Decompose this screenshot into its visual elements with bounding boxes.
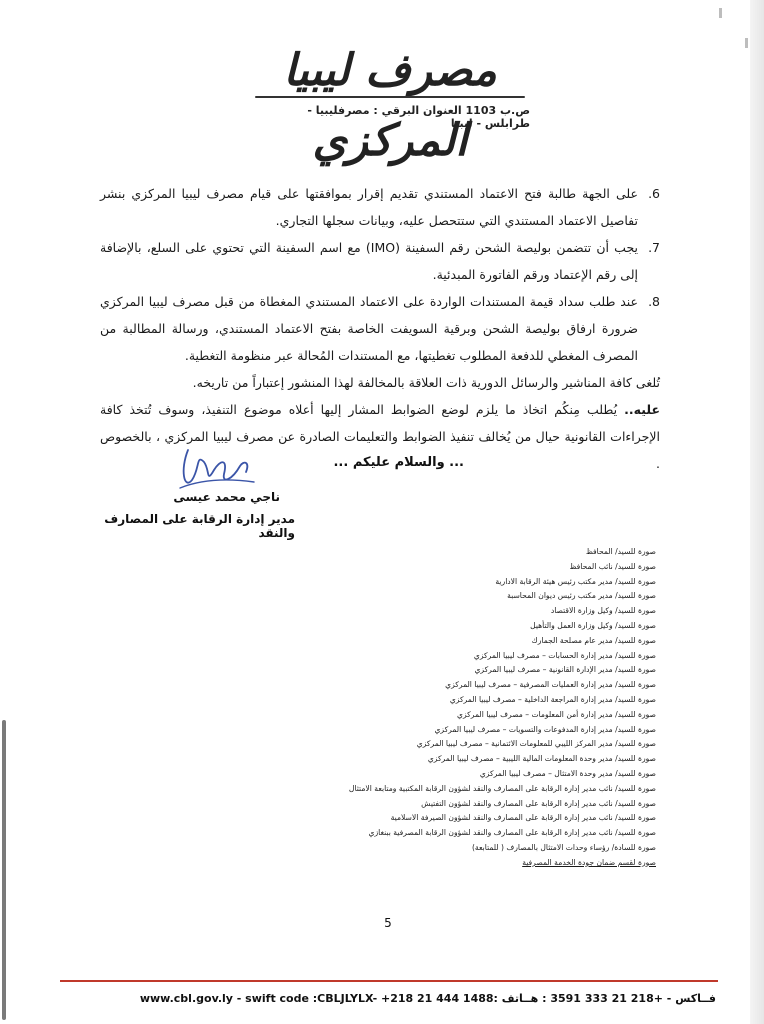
cc-item: صورة للسيد/ نائب مدير إدارة الرقابة على المصارف والنقد لشؤون الرقابة المكتبية ومتابعة الامتثال [348, 783, 656, 793]
signer-name: ناجي محمد عيسى [173, 490, 280, 504]
cc-item: صورة للسيد/ وكيل وزارة الاقتصاد [550, 606, 656, 616]
cc-item: صورة للسيد/ مدير وحدة المعلومات المالية الليبية – مصرف ليبيا المركزي [427, 754, 656, 764]
edge-mark [719, 8, 722, 18]
item-text: عند طلب سداد قيمة المستندات الواردة على الاعتماد المستندي المغطاة من قبل مصرف ليبيا المركزي ضرورة ارفاق بوليصة الشحن وبرقية السويفت الخاصة بفتح الاعتماد المستندي، ورسالة المطالبة من المصرف المغطي للدفعة المطلوب تغطيتها، مع المستندات المُحالة عبر منظومة التغطية. [100, 294, 638, 363]
list-item [100, 234, 660, 288]
conclusion-lead: عليه.. [624, 402, 660, 417]
cc-item: صورة للسيد/ نائب مدير إدارة الرقابة على المصارف والنقد لشؤون الصيرفة الاسلامية [390, 813, 656, 823]
cc-item: صورة للسيد/ مدير مكتب رئيس هيئة الرقابة الادارية [495, 576, 656, 586]
page-edge [750, 0, 764, 1024]
cc-item: صورة للسيد/ مدير المركز الليبي للمعلومات الائتمانية – مصرف ليبيا المركزي [416, 739, 656, 749]
cc-item: صورة للسيد/ مدير إدارة العمليات المصرفية – مصرف ليبيا المركزي [445, 680, 656, 690]
edge-mark [745, 38, 748, 48]
cc-item: صورة للسادة/ رؤساء وحدات الامتثال بالمصارف ( للمتابعة) [471, 842, 656, 852]
item-number: 8. [648, 294, 660, 309]
cc-item: صورة للسيد/ مدير إدارة أمن المعلومات – مصرف ليبيا المركزي [457, 709, 656, 719]
cc-item: صورة للسيد/ نائب مدير إدارة الرقابة على المصارف والنقد لشؤون الرقابة المصرفية ببنغازي [368, 828, 656, 838]
cc-item: صورة للسيد/ مدير إدارة الحسابات – مصرف ليبيا المركزي [473, 650, 656, 660]
cc-item: صورة للسيد/ المحافظ [585, 547, 656, 556]
item-number: 7. [648, 240, 660, 255]
footer-divider [60, 980, 718, 982]
cc-item: صورة للسيد/ مدير عام مصلحة الجمارك [531, 635, 656, 645]
bank-address: ص.ب 1103 العنوان البرقي : مصرفليبيا - طرابلس - ليبيا [307, 104, 530, 130]
cc-item: صورة للسيد/ نائب مدير إدارة الرقابة على المصارف والنقد لشؤون التفتيش [421, 798, 656, 808]
list-item [100, 180, 660, 234]
list-item [100, 288, 660, 369]
cc-item: صورة للسيد/ وكيل وزارة العمل والتأهيل [530, 620, 656, 630]
item-text: يجب أن تتضمن بوليصة الشحن رقم السفينة (IMO) مع اسم السفينة التي تحتوي على السلع، بالإضافة إلى رقم الإعتماد ورقم الفاتورة المبدئية. [100, 240, 638, 282]
logo-underline [255, 96, 525, 98]
signer-title: مدير إدارة الرقابة على المصارف والنقد [104, 512, 295, 540]
closing-greeting: ... والسلام عليكم ... [333, 455, 464, 470]
cc-list [326, 545, 656, 871]
conclusion-text: يُطلب مِنكُم اتخاذ ما يلزم لوضع الضوابط المشار إليها أعلاه موضوع التنفيذ، وسوف تُتخذ كافة الإجراءات القانونية حيال من يُخالف تنفيذ الضوابط والتعليمات الصادرة عن مصرف ليبيا المركزي ، بالخصوص . [100, 402, 660, 471]
bank-logo: مصرف ليبيا المركزي [283, 45, 497, 166]
item-text: على الجهة طالبة فتح الاعتماد المستندي تقديم إقرار بموافقتها على قيام مصرف ليبيا المركزي بنشر تفاصيل الاعتماد المستندي التي ستتحصل عليه، وبيانات سجلها التجاري. [100, 186, 638, 228]
cc-item: صورة للسيد/ نائب المحافظ [569, 561, 656, 571]
cc-item: صورة للسيد/ مدير وحدة الامتثال – مصرف ليبيا المركزي [479, 768, 656, 778]
footer-contact: www.cbl.gov.ly - swift code :CBLJLYLX- +218 21 444 1488: فــاكس - +218 21 333 3591 : هــاتف [139, 992, 716, 1005]
cc-item: صورة للسيد/ مدير الإدارة القانونية – مصرف ليبيا المركزي [474, 665, 656, 675]
cc-item: صورة للسيد/ مدير مكتب رئيس ديوان المحاسبة [507, 591, 656, 601]
cancellation-note: تُلغى كافة المناشير والرسائل الدورية ذات العلاقة بالمخالفة لهذا المنشور إعتباراً من تاريخه. [192, 375, 660, 390]
scrollbar[interactable] [2, 720, 6, 1020]
cc-item: صورة للسيد/ مدير إدارة المراجعة الداخلية – مصرف ليبيا المركزي [449, 694, 656, 704]
item-number: 6. [648, 186, 660, 201]
cc-item: صورة لقسم ضمان جودة الخدمة المصرفية [522, 857, 656, 867]
document-body [100, 180, 660, 477]
cc-item: صورة للسيد/ مدير إدارة المدفوعات والتسويات – مصرف ليبيا المركزي [434, 724, 656, 734]
page-number: 5 [384, 916, 392, 930]
